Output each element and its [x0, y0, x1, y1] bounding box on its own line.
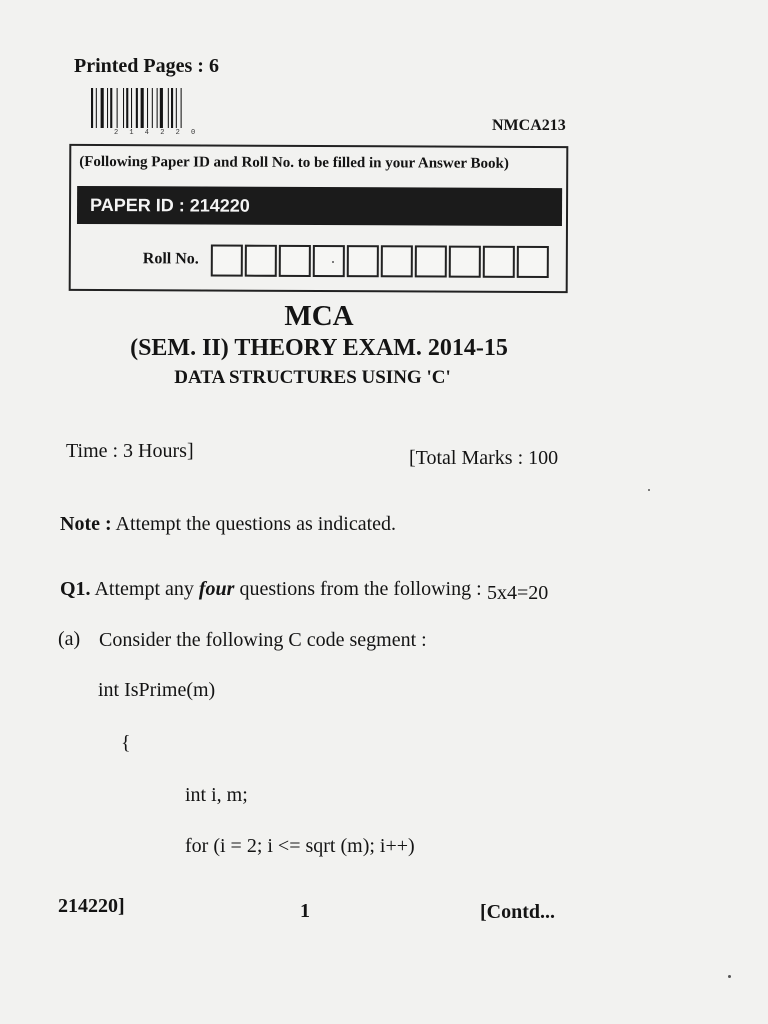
roll-number-box	[415, 245, 447, 277]
part-a-text: Consider the following C code segment :	[99, 629, 427, 651]
barcode	[91, 88, 203, 128]
scan-speck	[332, 261, 334, 263]
subject-title: DATA STRUCTURES USING 'C'	[174, 367, 451, 388]
roll-number-boxes	[211, 245, 551, 278]
roll-number-box	[211, 245, 243, 277]
question-1-heading	[60, 578, 482, 601]
code-line: int i, m;	[185, 784, 248, 806]
roll-number-box	[245, 245, 277, 277]
total-marks: [Total Marks : 100	[409, 447, 559, 469]
question-1-marks: 5x4=20	[487, 582, 549, 604]
printed-pages-count: Printed Pages : 6	[74, 55, 219, 77]
paper-id-banner: PAPER ID : 214220	[77, 186, 562, 226]
code-line: {	[121, 732, 131, 754]
scan-speck	[648, 489, 650, 491]
roll-number-box	[313, 245, 345, 277]
footer-paper-id: 214220]	[58, 895, 125, 917]
code-line: int IsPrime(m)	[98, 679, 216, 701]
exam-title: (SEM. II) THEORY EXAM. 2014-15	[130, 335, 508, 361]
paper-code: NMCA213	[492, 117, 566, 134]
code-line: for (i = 2; i <= sqrt (m); i++)	[185, 835, 415, 857]
note-line	[60, 513, 396, 536]
roll-number-box	[483, 246, 515, 278]
exam-duration: Time : 3 Hours]	[66, 440, 194, 462]
id-box-instruction: (Following Paper ID and Roll No. to be filled in your Answer Book)	[79, 153, 509, 172]
roll-number-box	[279, 245, 311, 277]
roll-number-label: Roll No.	[142, 250, 199, 268]
scan-speck	[728, 975, 731, 978]
part-a-label: (a)	[58, 628, 81, 650]
footer-page-number: 1	[300, 900, 310, 922]
roll-number-box	[449, 246, 481, 278]
paper-id-box	[69, 144, 569, 293]
note-label: Note :	[60, 513, 112, 535]
roll-number-box	[381, 245, 413, 277]
barcode-number: 2 1 4 2 2 0	[114, 129, 199, 137]
question-text-end: questions from the following :	[234, 578, 482, 600]
course-title: MCA	[284, 300, 354, 332]
note-text: Attempt the questions as indicated.	[111, 513, 397, 535]
roll-number-box	[347, 245, 379, 277]
question-text-start: Attempt any	[90, 578, 199, 600]
footer-continued: [Contd...	[480, 901, 556, 923]
question-number: Q1.	[60, 578, 91, 600]
roll-number-box	[517, 246, 549, 278]
question-emphasis: four	[198, 578, 235, 600]
